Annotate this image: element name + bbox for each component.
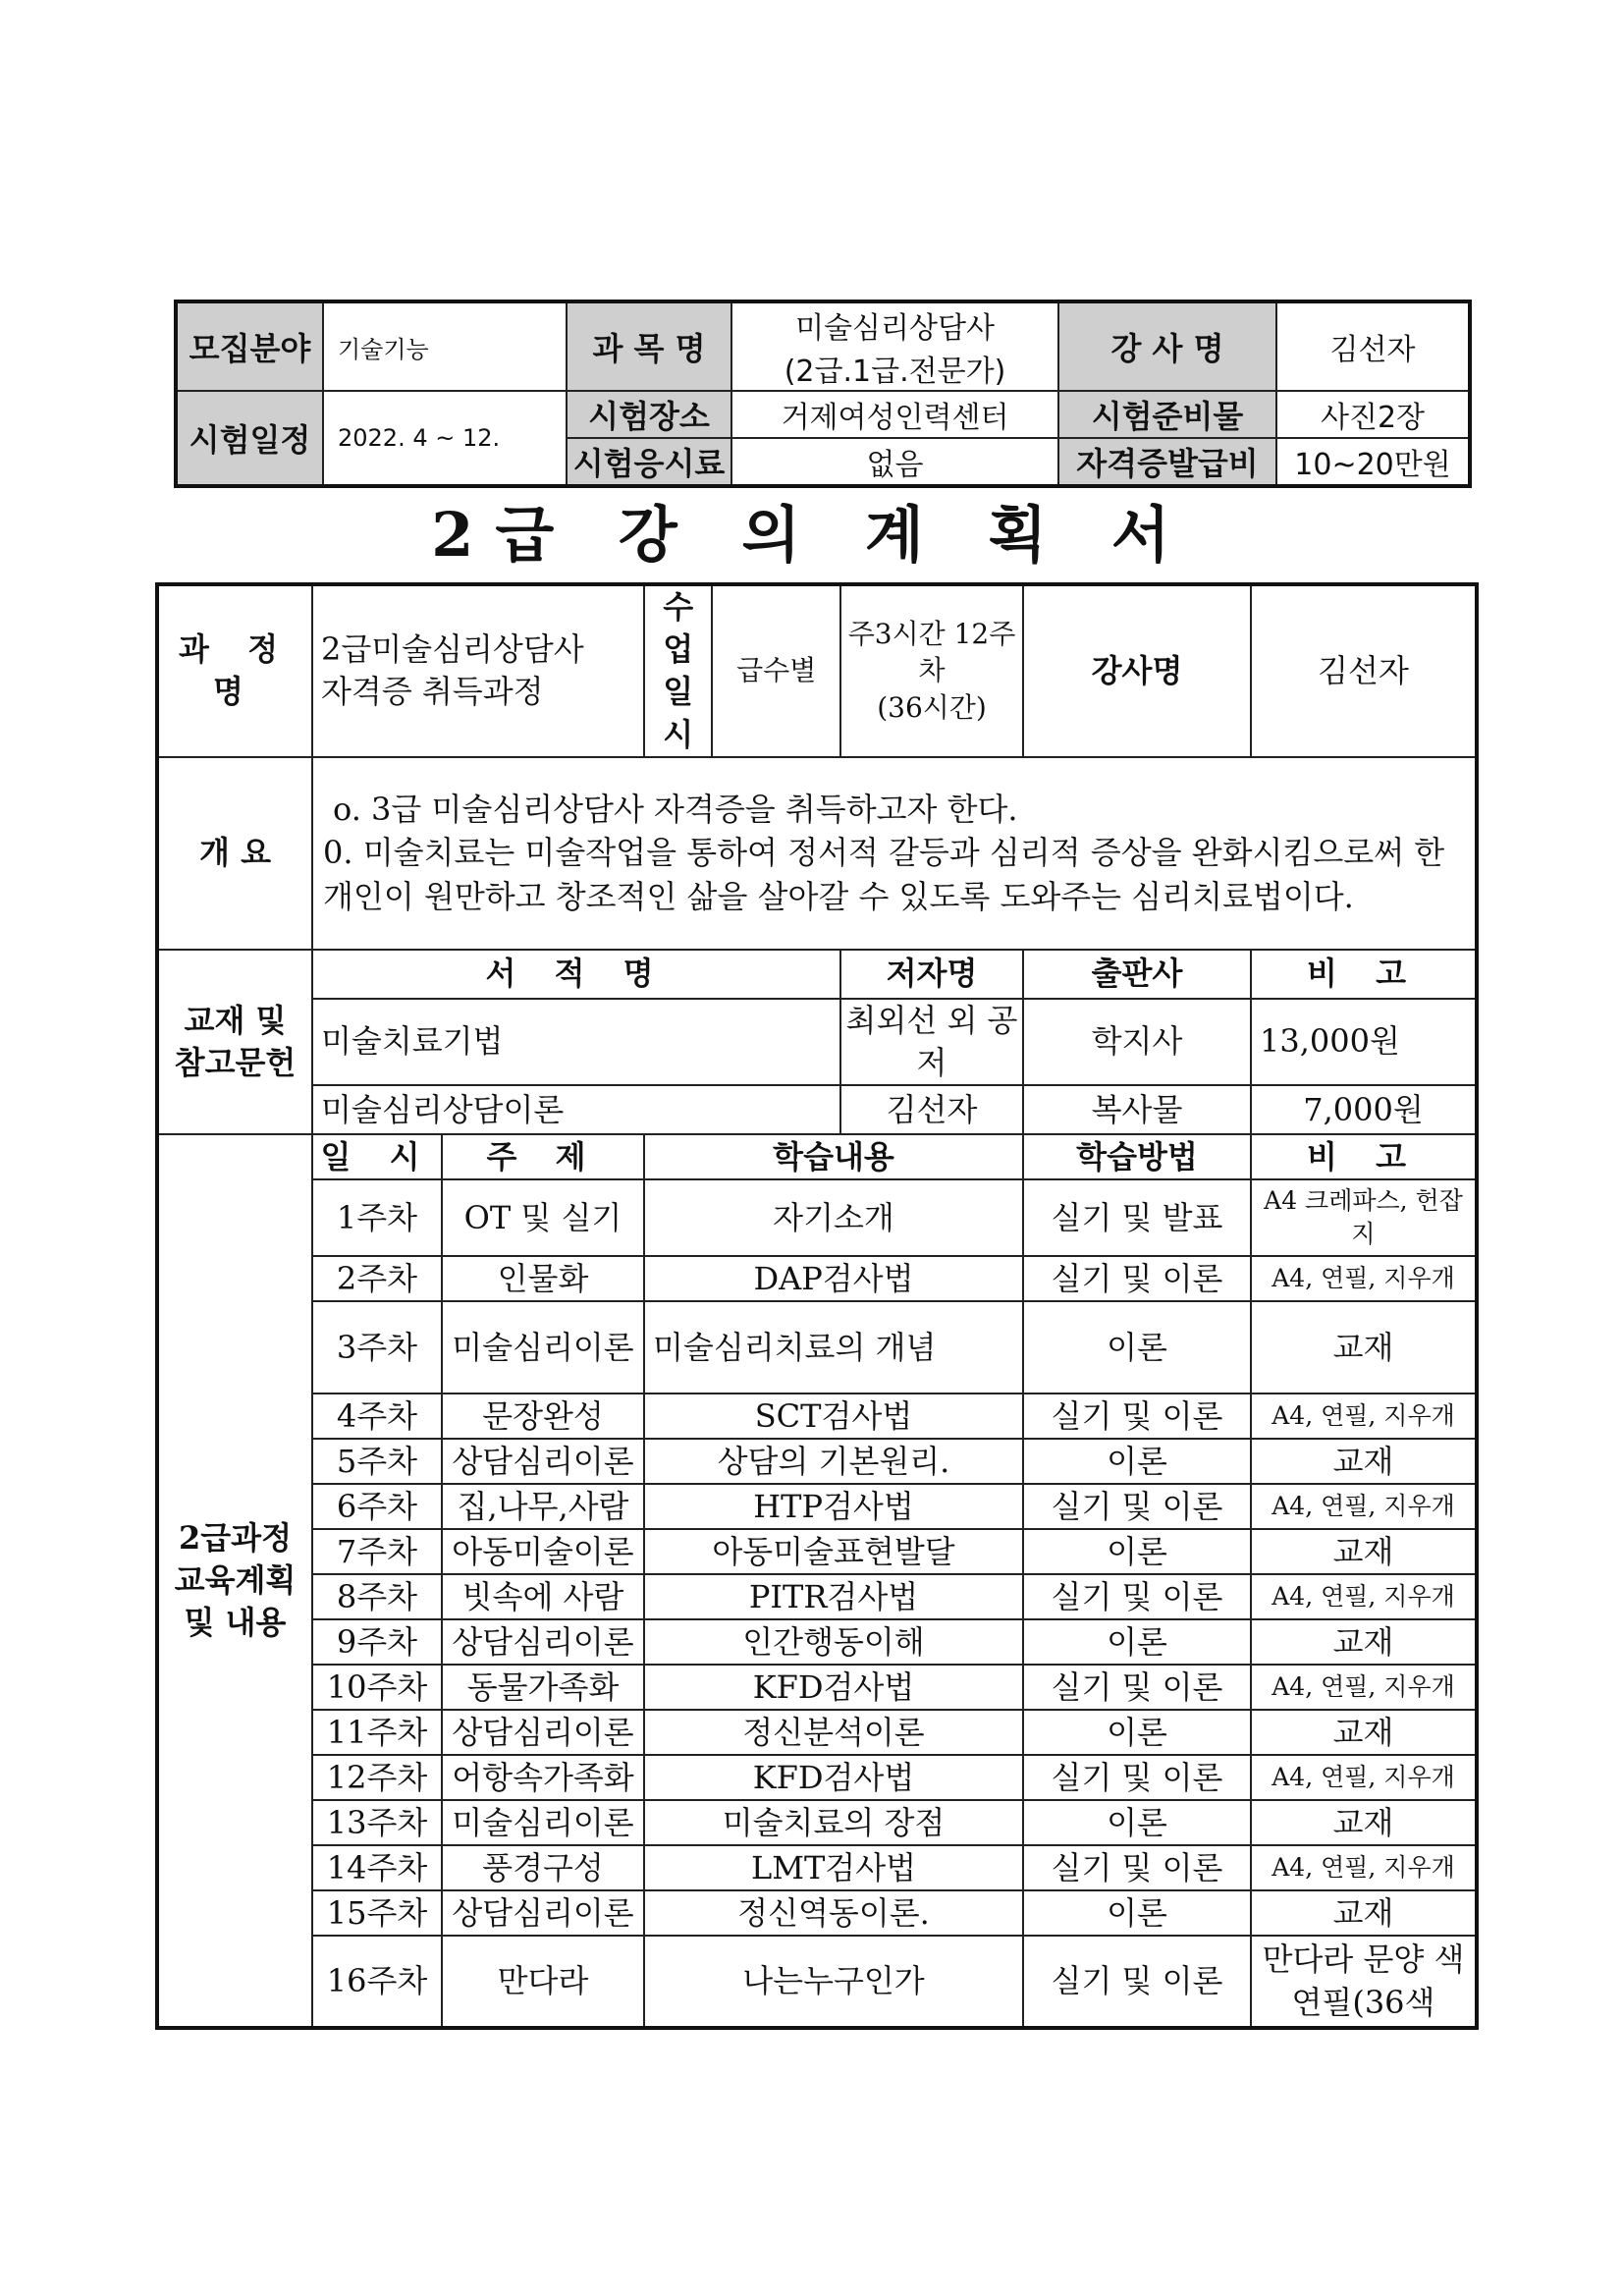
plan-method: 실기 및 이론 [1023,1394,1251,1439]
overview-label: 개 요 [157,757,312,950]
plan-note: 교재 [1251,1529,1477,1574]
plan-topic: 아동미술이론 [442,1529,644,1574]
plan-topic: 풍경구성 [442,1845,644,1890]
plan-header-note: 비 고 [1251,1134,1477,1179]
plan-row [157,1484,1477,1529]
plan-week: 7주차 [312,1529,442,1574]
exam-fee-value: 없음 [731,438,1058,486]
plan-topic: OT 및 실기 [442,1179,644,1256]
plan-note: 교재 [1251,1301,1477,1394]
book-row [157,999,1477,1085]
exam-fee-label: 시험응시료 [567,438,731,486]
plan-row [157,1256,1477,1301]
plan-content: 아동미술표현발달 [644,1529,1023,1574]
book-title: 미술심리상담이론 [312,1085,840,1134]
plan-method: 이론 [1023,1439,1251,1484]
plan-week: 6주차 [312,1484,442,1529]
plan-method: 이론 [1023,1301,1251,1394]
plan-content: KFD검사법 [644,1665,1023,1710]
exam-info-table [174,300,1472,488]
book-publisher: 학지사 [1023,999,1251,1085]
plan-topic: 빗속에 사람 [442,1574,644,1619]
plan-topic: 상담심리이론 [442,1439,644,1484]
schedule-line2: 주3시간 12주차 [847,617,1016,687]
book-publisher: 복사물 [1023,1085,1251,1134]
books-label-line1: 교재 및 [184,1001,287,1039]
book-author: 최외선 외 공저 [840,999,1023,1085]
course-instructor-value: 김선자 [1251,584,1477,757]
plan-method: 실기 및 이론 [1023,1665,1251,1710]
plan-method: 이론 [1023,1890,1251,1936]
plan-week: 15주차 [312,1890,442,1936]
plan-note: A4, 연필, 지우개 [1251,1394,1477,1439]
plan-week: 3주차 [312,1301,442,1394]
plan-topic: 상담심리이론 [442,1710,644,1755]
plan-week: 11주차 [312,1710,442,1755]
plan-note: 교재 [1251,1710,1477,1755]
plan-content: LMT검사법 [644,1845,1023,1890]
plan-week: 12주차 [312,1755,442,1800]
plan-note: 교재 [1251,1619,1477,1665]
plan-header-method: 학습방법 [1023,1134,1251,1179]
plan-row [157,1439,1477,1484]
plan-week: 8주차 [312,1574,442,1619]
book-title: 미술치료기법 [312,999,840,1085]
books-header-title: 서 적 명 [312,950,840,999]
overview-line1: o. 3급 미술심리상담사 자격증을 취득하고자 한다. [333,790,1018,828]
plan-content: 미술심리치료의 개념 [644,1301,1023,1394]
plan-header-content: 학습내용 [644,1134,1023,1179]
plan-week: 4주차 [312,1394,442,1439]
plan-row [157,1710,1477,1755]
plan-method: 이론 [1023,1529,1251,1574]
plan-topic: 미술심리이론 [442,1301,644,1394]
plan-row [157,1755,1477,1800]
schedule-label [645,586,712,756]
plan-content: SCT검사법 [644,1394,1023,1439]
subject-value-line1: 미술심리상담사 [795,311,995,346]
plan-row [157,1574,1477,1619]
plan-note: A4 크레파스, 헌잡지 [1251,1179,1477,1256]
plan-note: 교재 [1251,1800,1477,1845]
plan-week: 10주차 [312,1665,442,1710]
plan-note: A4, 연필, 지우개 [1251,1574,1477,1619]
plan-week: 13주차 [312,1800,442,1845]
plan-method: 실기 및 이론 [1023,1845,1251,1890]
books-label-line2: 참고문헌 [174,1043,297,1081]
plan-method: 이론 [1023,1800,1251,1845]
plan-row [157,1394,1477,1439]
plan-header-topic: 주 제 [442,1134,644,1179]
cert-fee-label: 자격증발급비 [1058,438,1276,486]
plan-topic: 미술심리이론 [442,1800,644,1845]
plan-week: 16주차 [312,1936,442,2028]
book-note: 13,000원 [1251,999,1477,1085]
plan-note: A4, 연필, 지우개 [1251,1845,1477,1890]
plan-topic: 만다라 [442,1936,644,2028]
plan-topic: 동물가족화 [442,1665,644,1710]
schedule-line3: (36시간) [877,691,987,725]
books-header-publisher: 출판사 [1023,950,1251,999]
plan-content: KFD검사법 [644,1755,1023,1800]
plan-note: 만다라 문양 색연필(36색 [1251,1936,1477,2028]
plan-method: 실기 및 이론 [1023,1936,1251,2028]
plan-label-line3: 및 내용 [184,1604,287,1642]
course-name-value [312,584,644,757]
plan-content: 정신역동이론. [644,1890,1023,1936]
instructor-label: 강 사 명 [1058,301,1276,391]
plan-row [157,1845,1477,1890]
plan-topic: 어항속가족화 [442,1755,644,1800]
schedule-detail [840,584,1023,757]
book-note: 7,000원 [1251,1085,1477,1134]
course-name-label: 과 정 명 [157,584,312,757]
plan-content: 자기소개 [644,1179,1023,1256]
document-title: 2급 강 의 계 획 서 [431,499,1192,571]
subject-value-line2: (2급.1급.전문가) [784,355,1006,389]
exam-date-label: 시험일정 [176,391,323,486]
course-name-line2: 자격증 취득과정 [321,673,544,711]
plan-header-week: 일 시 [312,1134,442,1179]
plan-row [157,1529,1477,1574]
plan-note: 교재 [1251,1439,1477,1484]
recruit-label: 모집분야 [176,301,323,391]
book-row [157,1085,1477,1134]
plan-content: 미술치료의 장점 [644,1800,1023,1845]
schedule-line1: 급수별 [736,654,817,687]
plan-week: 14주차 [312,1845,442,1890]
plan-topic: 상담심리이론 [442,1619,644,1665]
plan-row [157,1890,1477,1936]
schedule-label-line2: 일시 [663,673,694,753]
plan-content: 인간행동이해 [644,1619,1023,1665]
plan-content: DAP검사법 [644,1256,1023,1301]
recruit-value: 기술기능 [323,301,567,391]
plan-topic: 집,나무,사람 [442,1484,644,1529]
exam-place-label: 시험장소 [567,391,731,438]
plan-row [157,1301,1477,1394]
plan-topic: 상담심리이론 [442,1890,644,1936]
supplies-value: 사진2장 [1276,391,1470,438]
plan-note: 교재 [1251,1890,1477,1936]
plan-label [157,1134,312,2028]
course-instructor-label: 강사명 [1023,584,1251,757]
plan-content: PITR검사법 [644,1574,1023,1619]
instructor-value: 김선자 [1276,301,1470,391]
plan-label-line2: 교육계획 [174,1561,297,1600]
plan-method: 실기 및 이론 [1023,1484,1251,1529]
subject-label: 과 목 명 [567,301,731,391]
subject-value [731,301,1058,391]
overview-text [312,757,1477,950]
plan-content: 정신분석이론 [644,1710,1023,1755]
plan-method: 이론 [1023,1619,1251,1665]
plan-method: 실기 및 이론 [1023,1256,1251,1301]
supplies-label: 시험준비물 [1058,391,1276,438]
plan-method: 실기 및 이론 [1023,1574,1251,1619]
exam-date-value: 2022. 4 ~ 12. [323,391,567,486]
books-header-note: 비 고 [1251,950,1477,999]
plan-content: 상담의 기본원리. [644,1439,1023,1484]
schedule-label-line1: 수업 [663,588,694,669]
exam-place-value: 거제여성인력센터 [731,391,1058,438]
plan-note: A4, 연필, 지우개 [1251,1256,1477,1301]
plan-method: 이론 [1023,1710,1251,1755]
plan-note: A4, 연필, 지우개 [1251,1665,1477,1710]
plan-week: 1주차 [312,1179,442,1256]
plan-topic: 인물화 [442,1256,644,1301]
plan-row [157,1179,1477,1256]
plan-week: 9주차 [312,1619,442,1665]
plan-note: A4, 연필, 지우개 [1251,1484,1477,1529]
books-header-author: 저자명 [840,950,1023,999]
cert-fee-value: 10~20만원 [1276,438,1470,486]
plan-row [157,1936,1477,2028]
books-label [157,950,312,1134]
plan-row [157,1800,1477,1845]
plan-note: A4, 연필, 지우개 [1251,1755,1477,1800]
plan-content: HTP검사법 [644,1484,1023,1529]
plan-label-line1: 2급과정 [178,1518,292,1557]
schedule-inner [645,586,839,756]
schedule-cell [644,584,840,757]
plan-topic: 문장완성 [442,1394,644,1439]
plan-content: 나는누구인가 [644,1936,1023,2028]
plan-method: 실기 및 이론 [1023,1755,1251,1800]
course-name-line1: 2급미술심리상담사 [321,630,584,669]
plan-row [157,1665,1477,1710]
plan-method: 실기 및 발표 [1023,1179,1251,1256]
plan-week: 5주차 [312,1439,442,1484]
overview-line2: 0. 미술치료는 미술작업을 통하여 정서적 갈등과 심리적 증상을 완화시킴으로써 한 개인이 원만하고 창조적인 삶을 살아갈 수 있도록 도와주는 심리치료법이다. [323,834,1445,916]
schedule-value [712,586,839,756]
lecture-plan-table [155,582,1479,2030]
plan-week: 2주차 [312,1256,442,1301]
plan-row [157,1619,1477,1665]
book-author: 김선자 [840,1085,1023,1134]
